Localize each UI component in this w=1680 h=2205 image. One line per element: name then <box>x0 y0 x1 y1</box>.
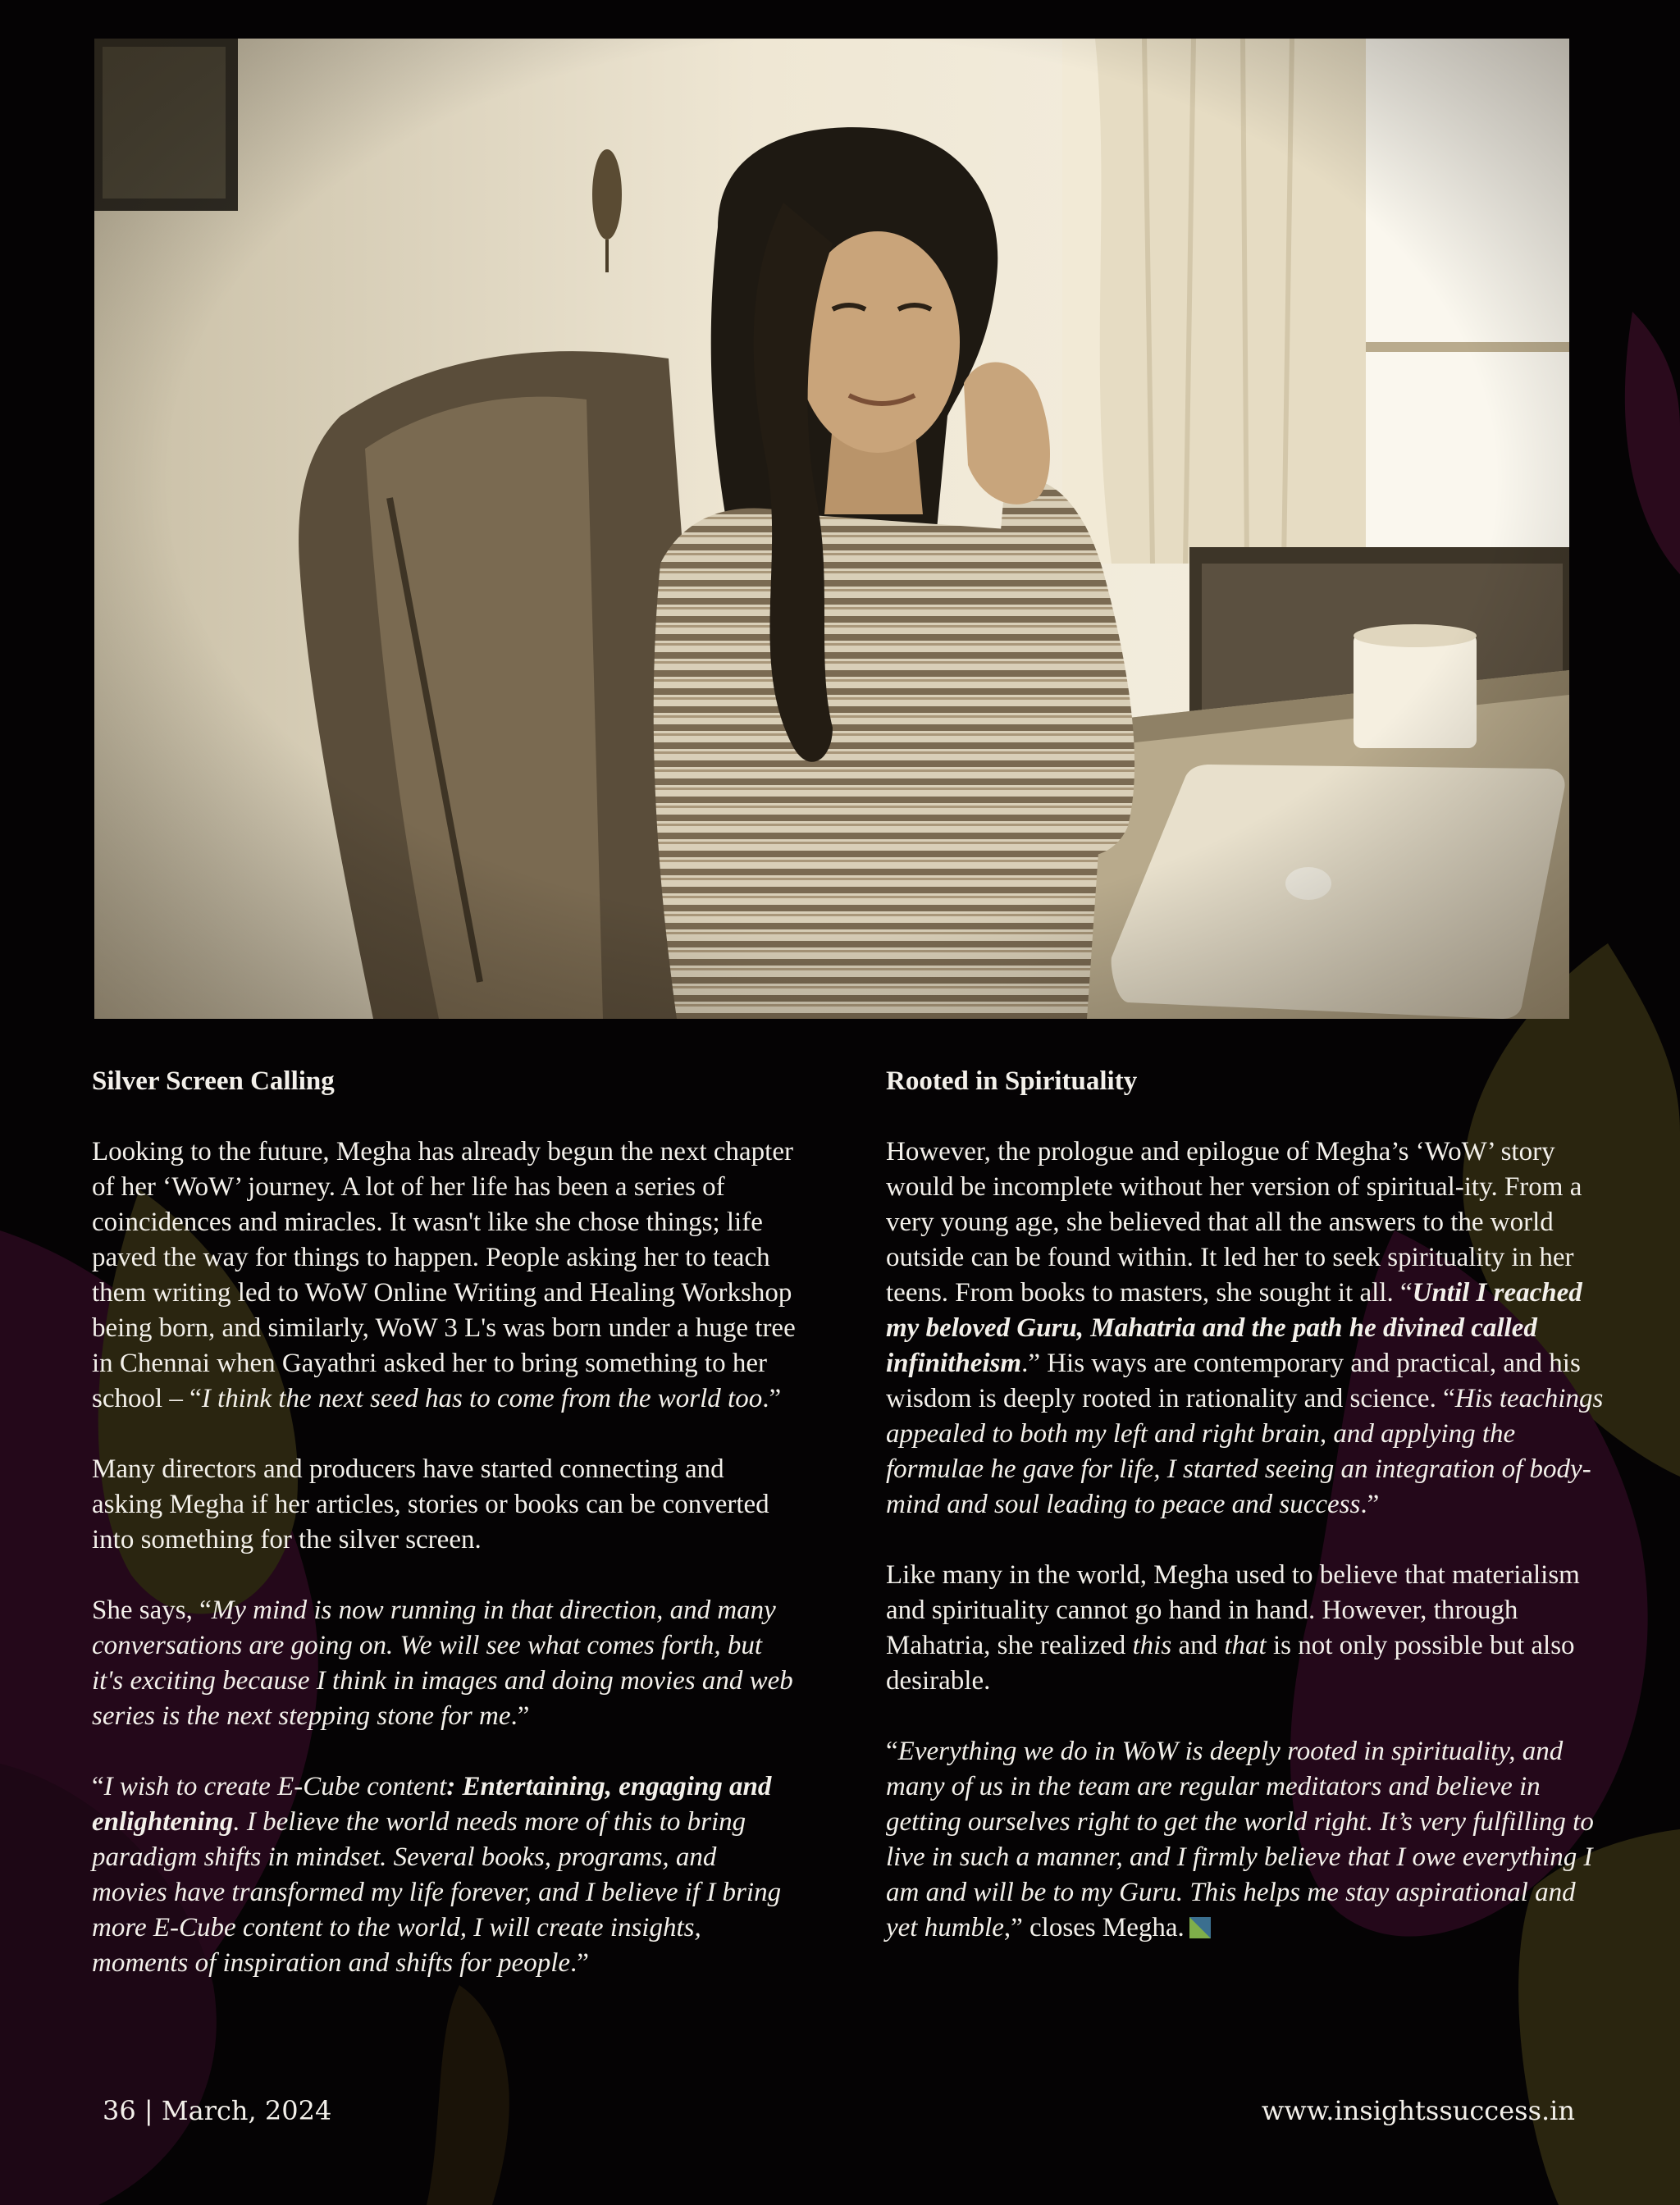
page-info: 36 | March, 2024 <box>103 2095 332 2126</box>
paragraph: She says, “My mind is now running in that direction, and many conversations are going on. We will see what comes forth, but it's exciting because I think in images and doing movies and web series is the next stepping stone for me.” <box>92 1596 793 1731</box>
left-column <box>92 1064 797 1981</box>
paragraph: Many directors and producers have started connecting and asking Megha if her articles, stories or books can be converted into something for the silver screen. <box>92 1454 769 1554</box>
right-column <box>886 1064 1608 1946</box>
section-heading: Rooted in Spirituality <box>886 1066 1138 1096</box>
website-link[interactable]: www.insightssuccess.in <box>1261 2095 1575 2126</box>
end-of-article-icon <box>1189 1917 1211 1938</box>
paragraph: Looking to the future, Megha has already begun the next chapter of her ‘WoW’ journey. A lot of her life has been a series of coincidences and miracles. It wasn't like she chose things; life paved the way for things to happen. People asking her to teach them writing led to WoW Online Writing and Healing Workshop being born, and similarly, WoW 3 L's was born under a huge tree in Chennai when Gayathri asked her to bring something to her school – “I think the next seed has to come from the world too.” <box>92 1137 796 1413</box>
paragraph: However, the prologue and epilogue of Megha’s ‘WoW’ story would be incomplete without her version of spiritual-ity. From a very young age, she believed that all the answers to the world outside can be found within. It led her to seek spirituality in her teens. From books to masters, she sought it all. “Until I reached my beloved Guru, Mahatria and the path he divined called infinitheism.” His ways are contemporary and practical, and his wisdom is deeply rooted in rationality and science. “His teachings appealed to both my left and right brain, and applying the formulae he gave for life, I started seeing an integration of body-mind and soul leading to peace and success.” <box>886 1137 1604 1519</box>
portrait-photo <box>94 39 1569 1019</box>
quote-paragraph: “I wish to create E-Cube content: Entertaining, engaging and enlightening. I believe the world needs more of this to bring paradigm shifts in mindset. Several books, programs, and movies have transformed my life forever, and I believe if I bring more E-Cube content to the world, I will create insights, moments of inspiration and shifts for people.” <box>92 1772 782 1978</box>
paragraph: Like many in the world, Megha used to believe that materialism and spirituality cannot go hand in hand. However, through Mahatria, she realized this and that is not only possible but also desirable. <box>886 1560 1580 1696</box>
section-heading: Silver Screen Calling <box>92 1066 335 1096</box>
quote-paragraph: “Everything we do in WoW is deeply rooted in spirituality, and many of us in the team are regular meditators and believe in getting ourselves right to get the world right. It’s very fulfilling to live in such a manner, and I firmly believe that I owe everything I am and will be to my Guru. This helps me stay aspirational and yet humble,” closes Megha. <box>886 1737 1594 1942</box>
